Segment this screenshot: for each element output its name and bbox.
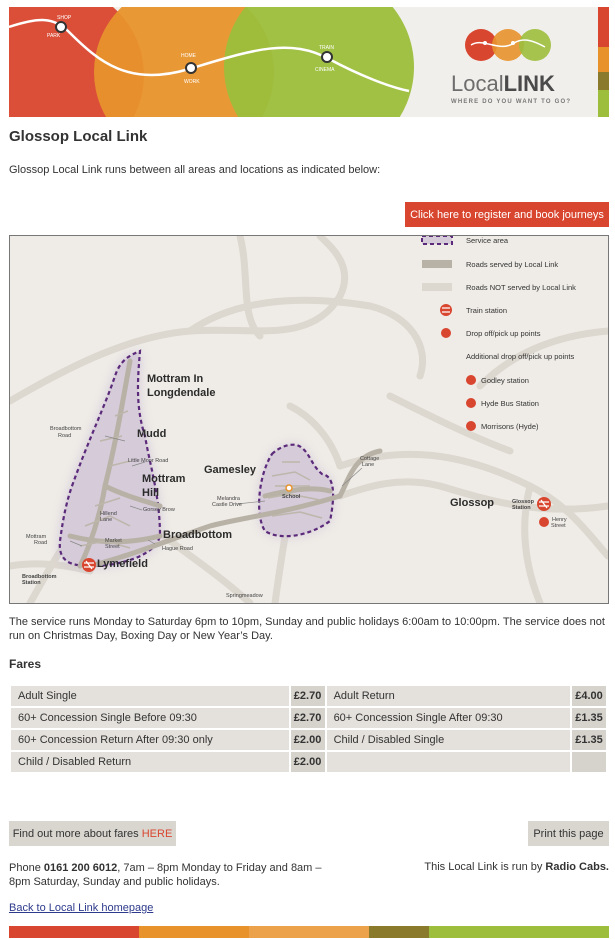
table-row — [11, 708, 606, 728]
label-melandra-1: Melandra — [217, 496, 240, 502]
place-gamesley: Gamesley — [204, 464, 256, 476]
school-point-icon — [286, 485, 292, 491]
legend-roads-served: Roads served by Local Link — [466, 260, 559, 269]
fare-price: £2.70 — [291, 686, 325, 706]
label-melandra-2: Castle Drive — [212, 502, 242, 508]
label-market-street-2: Street — [105, 544, 120, 550]
broadbottom-station-icon — [82, 558, 96, 572]
register-book-button[interactable]: Click here to register and book journeys — [405, 202, 609, 227]
contact-text — [9, 861, 339, 889]
label-mottram-road-1: Mottram — [26, 534, 47, 540]
label-school: School — [282, 494, 301, 500]
route-label-home: HOME — [181, 53, 196, 59]
print-button[interactable]: Print this page — [528, 821, 609, 846]
fare-label: 60+ Concession Single Before 09:30 — [11, 708, 289, 728]
footer-bar-orange-2 — [249, 926, 369, 938]
fare-label — [327, 752, 570, 772]
label-broadbottom-road-1: Broadbottom — [50, 426, 82, 432]
label-gorsey-brow: Gorsey Brow — [143, 507, 175, 513]
map-graphic — [10, 236, 608, 603]
legend-service-area: Service area — [466, 236, 509, 245]
footer-bar-olive — [369, 926, 429, 938]
fare-label: 60+ Concession Return After 09:30 only — [11, 730, 289, 750]
map-legend — [422, 236, 576, 431]
label-glossop-station-2: Station — [512, 505, 531, 511]
footer-bar-green — [429, 926, 609, 938]
table-row — [11, 752, 606, 772]
henry-street-point-icon — [539, 517, 549, 527]
banner-color-bars — [598, 7, 609, 117]
fare-label: Adult Single — [11, 686, 289, 706]
place-broadbottom: Broadbottom — [163, 529, 233, 541]
fares-here-label: HERE — [141, 827, 173, 840]
place-glossop: Glossop — [450, 497, 495, 509]
logo-tagline: WHERE DO YOU WANT TO GO? — [451, 99, 572, 105]
fare-label: Child / Disabled Return — [11, 752, 289, 772]
intro-text: Glossop Local Link runs between all areas and locations as indicated below: — [9, 164, 381, 176]
phone-number: 0161 200 6012 — [43, 862, 118, 874]
fare-label: Adult Return — [327, 686, 570, 706]
operator-name: Radio Cabs. — [545, 861, 609, 873]
label-henry-street-2: Street — [551, 523, 566, 529]
label-hillend-2: Lane — [100, 517, 113, 523]
operator-text — [360, 861, 609, 873]
route-label-cinema: CINEMA — [315, 67, 335, 73]
fare-price: £1.35 — [572, 730, 606, 750]
label-henry-street-1: Henry — [552, 517, 567, 523]
table-row — [11, 730, 606, 750]
footer-color-bar — [9, 926, 609, 938]
route-label-work: WORK — [184, 79, 200, 85]
legend-additional-heading: Additional drop off/pick up points — [466, 352, 575, 361]
place-longdendale: Longdendale — [147, 387, 216, 399]
fares-info-label: Find out more about fares — [12, 827, 142, 840]
label-broadbottom-station-1: Broadbottom — [22, 574, 57, 580]
label-mottram-road-2: Road — [34, 540, 48, 546]
label-broadbottom-station-2: Station — [22, 580, 41, 586]
fare-price: £1.35 — [572, 708, 606, 728]
glossop-station-icon — [537, 497, 551, 511]
fare-price: £2.00 — [291, 730, 325, 750]
legend-train-station: Train station — [466, 306, 507, 315]
phone-hours: , 7am – 8pm Monday to Friday and 8am – 8pm Saturday, Sunday and public holidays. — [9, 862, 322, 888]
fare-price: £2.00 — [291, 752, 325, 772]
back-to-homepage-link[interactable]: Back to Local Link homepage — [9, 902, 154, 914]
label-market-street-1: Market — [105, 538, 122, 544]
label-broadbottom-road-2: Road — [58, 433, 72, 439]
label-hague-road: Hague Road — [162, 546, 193, 552]
place-mottram: Mottram — [142, 473, 186, 485]
fare-label: 60+ Concession Single After 09:30 — [327, 708, 570, 728]
footer-bar-orange — [139, 926, 249, 938]
label-springmeadow: Springmeadow — [226, 593, 263, 599]
fare-price: £2.70 — [291, 708, 325, 728]
legend-godley-station: Godley station — [481, 376, 529, 385]
place-mudd: Mudd — [137, 428, 167, 440]
route-label-park: PARK — [47, 33, 61, 39]
label-glossop-station-1: Glossop — [512, 499, 535, 505]
legend-roads-not-served: Roads NOT served by Local Link — [466, 283, 576, 292]
table-row — [11, 686, 606, 706]
route-label-shop: SHOP — [57, 15, 72, 21]
fares-table — [9, 684, 608, 774]
place-hill: Hill — [142, 487, 160, 499]
page-title: Glossop Local Link — [9, 128, 148, 145]
label-hillend-1: Hillend — [100, 511, 117, 517]
route-label-train: TRAIN — [319, 45, 334, 51]
fare-label: Child / Disabled Single — [327, 730, 570, 750]
legend-drop-off: Drop off/pick up points — [466, 329, 541, 338]
phone-prefix: Phone — [9, 862, 44, 874]
service-area-map — [9, 235, 609, 604]
place-mottram-in: Mottram In — [147, 373, 204, 385]
label-little-moor-road: Little Moor Road — [128, 458, 169, 464]
fare-price: £4.00 — [572, 686, 606, 706]
local-link-logo: LocalLINK — [451, 71, 555, 96]
fare-price — [572, 752, 606, 772]
fares-info-button[interactable] — [9, 821, 176, 846]
legend-hyde-bus-station: Hyde Bus Station — [481, 399, 539, 408]
place-lymefield: Lymefield — [97, 558, 148, 570]
label-cottage-lane-1: Cottage — [360, 456, 380, 462]
service-hours-text: The service runs Monday to Saturday 6pm to 10pm, Sunday and public holidays 6:00am to 10:00pm. The service does not run on Christmas Day, Boxing Day or New Year’s Day. — [9, 616, 605, 642]
header-banner — [9, 7, 609, 117]
footer-bar-red — [9, 926, 139, 938]
runby-prefix: This Local Link is run by — [424, 861, 546, 873]
legend-morrisons-hyde: Morrisons (Hyde) — [481, 422, 539, 431]
label-cottage-lane-2: Lane — [362, 462, 375, 468]
fares-heading: Fares — [9, 657, 42, 671]
